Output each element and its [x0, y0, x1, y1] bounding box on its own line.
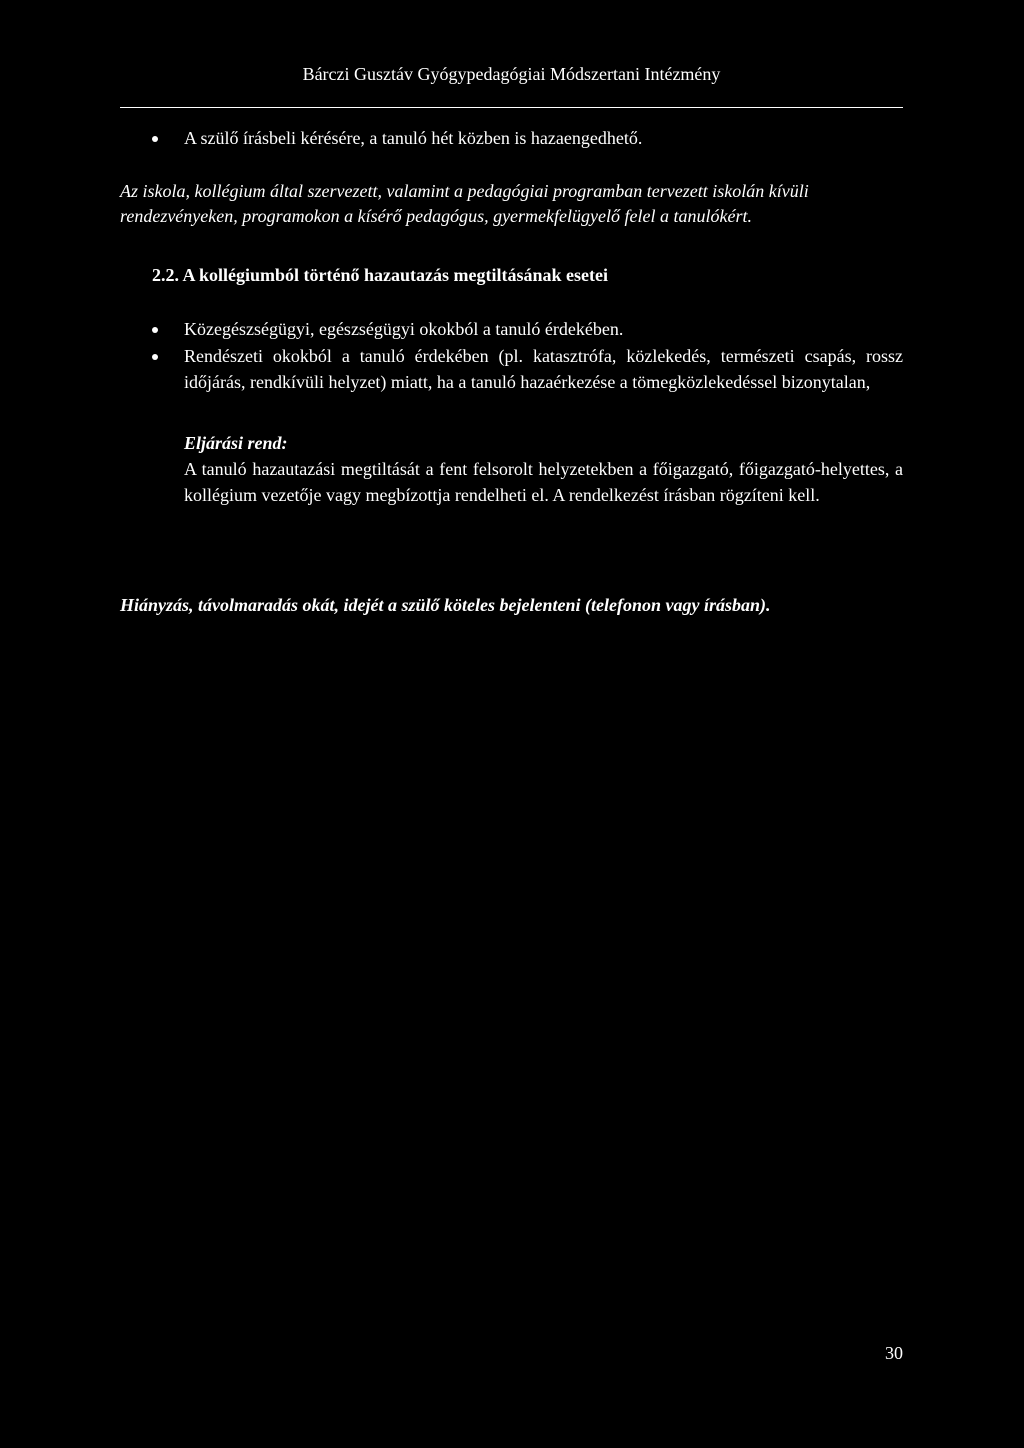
procedure-label-text: Eljárási rend:	[184, 433, 288, 453]
final-note: Hiányzás, távolmaradás okát, idejét a szülő köteles bejelenteni (telefonon vagy írásban).	[120, 595, 771, 615]
section-heading: 2.2. A kollégiumból történő hazautazás megtiltásának esetei	[152, 265, 608, 285]
bullet-icon	[152, 136, 158, 142]
list-item-text: A szülő írásbeli kérésére, a tanuló hét közben is hazaengedhető.	[184, 128, 643, 148]
list-item	[152, 126, 903, 150]
bullet-icon	[152, 327, 158, 333]
page-header: Bárczi Gusztáv Gyógypedagógiai Módszertani Intézmény	[302, 64, 721, 84]
italic-paragraph: Az iskola, kollégium által szervezett, valamint a pedagógiai programban tervezett iskolán kívüli rendezvényeken, programokon a kísérő pedagógus, gyermekfelügyelő felel a tanulókért.	[120, 181, 809, 226]
bullet-icon	[152, 354, 158, 360]
page-number: 30	[885, 1343, 903, 1363]
procedure-text: A tanuló hazautazási megtiltását a fent felsorolt helyzetekben a főigazgató, főigazgató-helyettes, a kollégium vezetője vagy megbízottja rendelheti el. A rendelkezést írásban rögzíteni kell.	[184, 459, 903, 505]
list-item-text: Közegészségügyi, egészségügyi okokból a tanuló érdekében.	[184, 319, 624, 339]
list-item-text: Rendészeti okokból a tanuló érdekében (pl. katasztrófa, közlekedés, természeti csapás, rossz időjárás, rendkívüli helyzet) miatt, ha a tanuló hazaérkezése a tömegközlekedéssel bizonytalan,	[184, 346, 903, 392]
procedure-label	[184, 430, 903, 456]
list-item	[152, 343, 903, 395]
header-divider	[120, 107, 903, 108]
list-item	[152, 317, 903, 341]
